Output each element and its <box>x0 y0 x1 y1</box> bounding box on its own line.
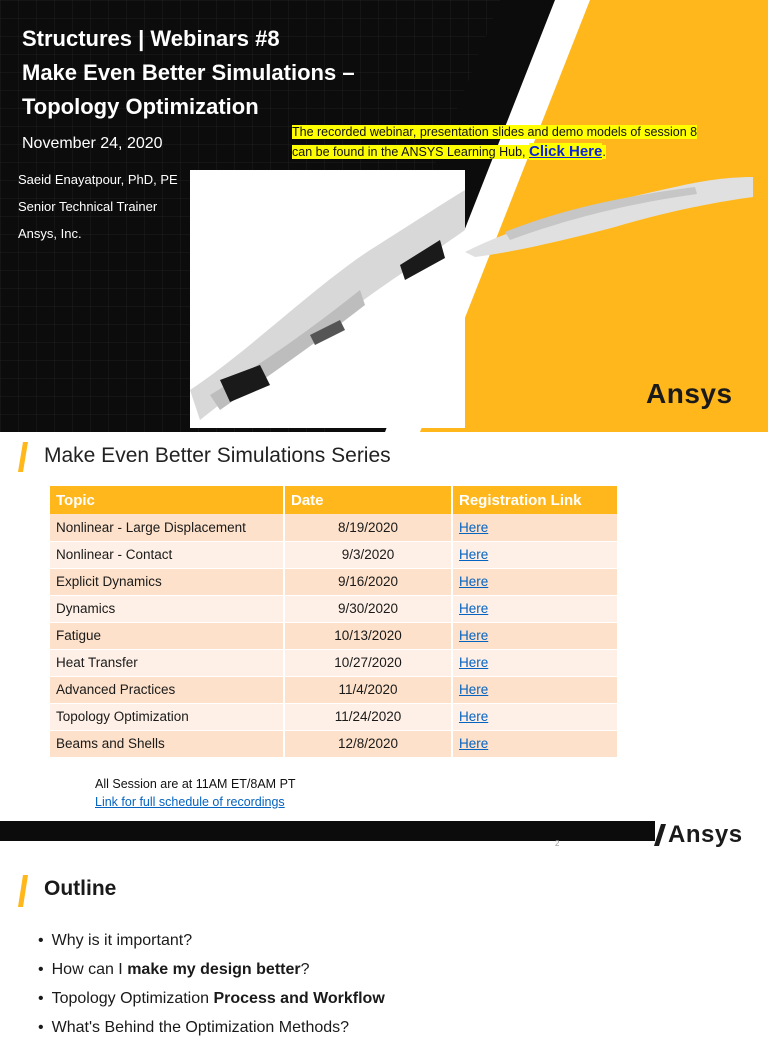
date-cell: 9/16/2020 <box>284 568 452 595</box>
bullet-text-end: ? <box>300 961 310 978</box>
heading-accent-icon <box>18 442 28 472</box>
session-time-note: All Session are at 11AM ET/8AM PT <box>95 777 296 791</box>
registration-cell <box>452 703 618 730</box>
series-title: Make Even Better Simulations Series <box>44 444 391 467</box>
presenter-info <box>18 166 178 247</box>
registration-link[interactable]: Here <box>459 574 489 589</box>
callout-line-2: can be found in the ANSYS Learning Hub, <box>292 145 526 159</box>
bullet-text: How can I <box>51 961 128 978</box>
table-row <box>50 595 618 622</box>
registration-cell <box>452 514 618 541</box>
recording-callout <box>292 122 722 162</box>
registration-cell <box>452 730 618 757</box>
registration-link[interactable]: Here <box>459 601 489 616</box>
webinar-date: November 24, 2020 <box>22 135 163 152</box>
registration-cell <box>452 649 618 676</box>
bullet-text: What's Behind the Optimization Methods? <box>51 1019 350 1036</box>
registration-cell <box>452 568 618 595</box>
topic-cell: Nonlinear - Large Displacement <box>50 514 284 541</box>
topology-render <box>190 170 465 428</box>
ansys-logo-text: Ansys <box>646 378 733 409</box>
table-row <box>50 541 618 568</box>
date-cell: 10/13/2020 <box>284 622 452 649</box>
webinar-title <box>22 22 355 124</box>
bullet-emphasis: make my design better <box>127 961 301 978</box>
table-row <box>50 676 618 703</box>
ansys-logo <box>630 378 733 410</box>
table-row <box>50 730 618 757</box>
topic-cell: Nonlinear - Contact <box>50 541 284 568</box>
table-row <box>50 568 618 595</box>
date-cell: 12/8/2020 <box>284 730 452 757</box>
registration-cell <box>452 595 618 622</box>
registration-link[interactable]: Here <box>459 628 489 643</box>
ansys-logo <box>654 821 743 849</box>
callout-line-1: The recorded webinar, presentation slides and demo models of session 8 <box>292 125 698 139</box>
topic-cell: Fatigue <box>50 622 284 649</box>
registration-cell <box>452 622 618 649</box>
table-row <box>50 649 618 676</box>
topology-render-extension <box>465 172 755 257</box>
topic-cell: Advanced Practices <box>50 676 284 703</box>
registration-link[interactable]: Here <box>459 682 489 697</box>
list-item <box>38 960 385 989</box>
title-line: Topology Optimization <box>22 94 259 119</box>
ansys-slash-icon <box>654 824 666 846</box>
table-row <box>50 514 618 541</box>
callout-end: . <box>602 145 606 159</box>
schedule-table <box>50 486 619 758</box>
outline-slide <box>0 817 768 1036</box>
presenter-company: Ansys, Inc. <box>18 226 82 241</box>
series-slide <box>0 432 768 817</box>
column-header-registration: Registration Link <box>452 486 618 514</box>
table-row <box>50 622 618 649</box>
column-header-topic: Topic <box>50 486 284 514</box>
date-cell: 11/24/2020 <box>284 703 452 730</box>
click-here-link[interactable]: Click Here <box>528 143 603 160</box>
registration-link[interactable]: Here <box>459 655 489 670</box>
registration-cell <box>452 676 618 703</box>
table-row <box>50 703 618 730</box>
registration-link[interactable]: Here <box>459 709 489 724</box>
ansys-slash-icon <box>630 380 644 408</box>
column-header-date: Date <box>284 486 452 514</box>
topic-cell: Dynamics <box>50 595 284 622</box>
title-line: Structures | Webinars #8 <box>22 26 280 51</box>
topic-cell: Beams and Shells <box>50 730 284 757</box>
presenter-role: Senior Technical Trainer <box>18 199 158 214</box>
registration-cell <box>452 541 618 568</box>
bullet-text: Why is it important? <box>51 932 193 949</box>
footer-band <box>0 821 655 841</box>
full-schedule-link[interactable]: Link for full schedule of recordings <box>95 795 285 809</box>
page-number: 2 <box>555 839 560 848</box>
title-line: Make Even Better Simulations – <box>22 60 355 85</box>
bullet-emphasis: Process and Workflow <box>213 990 385 1007</box>
date-cell: 8/19/2020 <box>284 514 452 541</box>
table-header-row <box>50 486 618 514</box>
date-cell: 9/3/2020 <box>284 541 452 568</box>
title-slide <box>0 0 768 432</box>
list-item <box>38 1018 385 1047</box>
registration-link[interactable]: Here <box>459 519 489 535</box>
outline-title: Outline <box>44 877 117 900</box>
outline-list <box>38 931 385 1047</box>
date-cell: 9/30/2020 <box>284 595 452 622</box>
bullet-text: Topology Optimization <box>51 990 214 1007</box>
ansys-logo-text: Ansys <box>668 821 743 848</box>
topic-cell: Explicit Dynamics <box>50 568 284 595</box>
date-cell: 11/4/2020 <box>284 676 452 703</box>
topic-cell: Topology Optimization <box>50 703 284 730</box>
heading-accent-icon <box>18 875 28 907</box>
registration-link[interactable]: Here <box>459 736 489 751</box>
list-item <box>38 989 385 1018</box>
presenter-name: Saeid Enayatpour, PhD, PE <box>18 172 178 187</box>
list-item <box>38 931 385 960</box>
topic-cell: Heat Transfer <box>50 649 284 676</box>
date-cell: 10/27/2020 <box>284 649 452 676</box>
registration-link[interactable]: Here <box>459 547 489 562</box>
